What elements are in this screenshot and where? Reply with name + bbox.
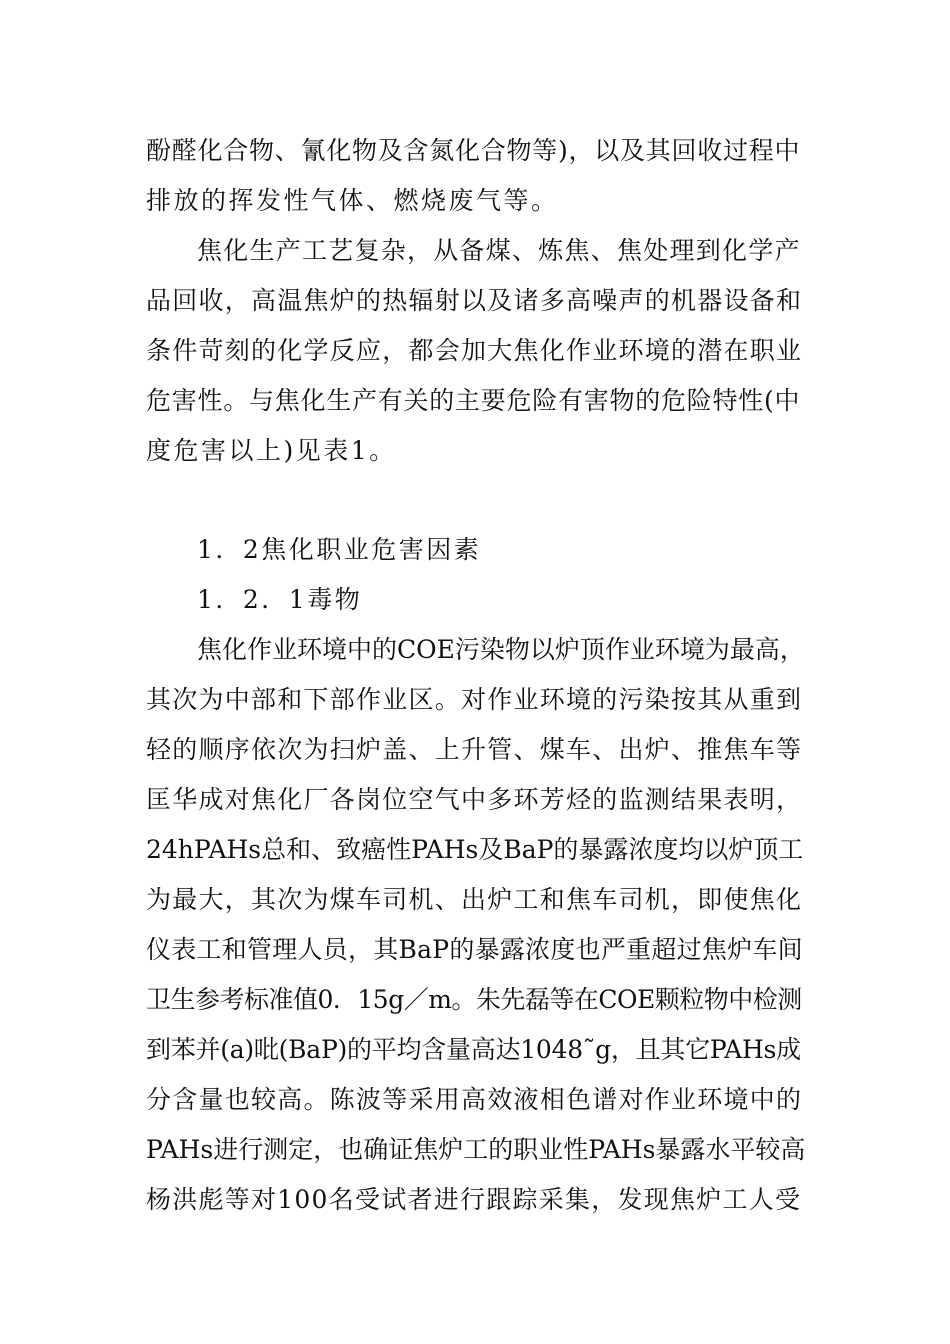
text-line-11: 其次为中部和下部作业区。对作业环境的污染按其从重到: [146, 685, 803, 714]
paragraph-start-line: 焦化作业环境中的COE污染物以炉顶作业环境为最高，: [197, 635, 805, 664]
text-line-2: 排放的挥发性气体、燃烧废气等。: [146, 186, 559, 215]
text-line-12: 轻的顺序依次为扫炉盖、上升管、煤车、出炉、推焦车等: [146, 735, 803, 764]
subsection-heading: 1．2．1毒物: [197, 585, 363, 614]
text-line-5: 条件苛刻的化学反应，都会加大焦化作业环境的潜在职业: [146, 336, 803, 365]
text-line-18: 到苯并(a)吡(BaP)的平均含量高达1048˜g，且其它PAHs成: [146, 1035, 801, 1064]
text-line-4: 品回收，高温焦炉的热辐射以及诸多高噪声的机器设备和: [146, 286, 803, 315]
text-line-13: 匡华成对焦化厂各岗位空气中多环芳烃的监测结果表明，: [146, 785, 803, 814]
text-line-17: 卫生参考标准值0．15g／m。朱先磊等在COE颗粒物中检测: [146, 985, 802, 1014]
text-line-14: 24hPAHs总和、致癌性PAHs及BaP的暴露浓度均以炉顶工: [146, 835, 804, 864]
text-line-1: 酚醛化合物、氰化物及含氮化合物等)，以及其回收过程中: [146, 136, 801, 165]
section-heading: 1．2焦化职业危害因素: [197, 535, 482, 564]
text-line-19: 分含量也较高。陈波等采用高效液相色谱对作业环境中的: [146, 1085, 803, 1114]
text-line-21: 杨洪彪等对100名受试者进行跟踪采集，发现焦炉工人受: [146, 1185, 802, 1214]
paragraph-start-line: 焦化生产工艺复杂，从备煤、炼焦、焦处理到化学产: [197, 236, 801, 265]
text-line-6: 危害性。与焦化生产有关的主要危险有害物的危险特性(中: [146, 386, 801, 415]
text-line-20: PAHs进行测定，也确证焦炉工的职业性PAHs暴露水平较高: [146, 1135, 806, 1164]
text-line-7: 度危害以上)见表1。: [146, 436, 397, 465]
text-line-16: 仪表工和管理人员，其BaP的暴露浓度也严重超过焦炉车间: [146, 935, 803, 964]
text-line-15: 为最大，其次为煤车司机、出炉工和焦车司机，即使焦化: [146, 885, 803, 914]
